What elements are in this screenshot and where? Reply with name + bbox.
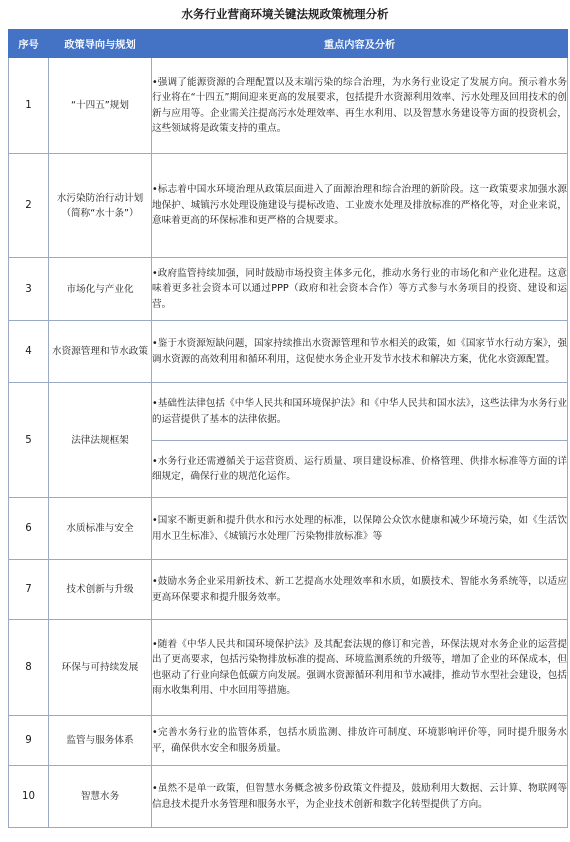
table-row xyxy=(9,154,568,258)
row-number: 3 xyxy=(9,258,49,321)
row-detail: •标志着中国水环境治理从政策层面进入了面源治理和综合治理的新阶段。这一政策要求加强水源地保护、城镇污水处理设施建设与提标改造、工业废水处理及排放标准的严格化等，对企业来说，意味着更高的环保标准和更严格的合规要求。 xyxy=(152,154,568,258)
row-number: 9 xyxy=(9,716,49,766)
table-row xyxy=(9,716,568,766)
row-topic: 法律法规框架 xyxy=(49,383,152,498)
row-topic: 水质标准与安全 xyxy=(49,498,152,560)
row-detail: •虽然不是单一政策，但智慧水务概念被多份政策文件提及，鼓励利用大数据、云计算、物联网等信息技术提升水务管理和服务水平，为企业技术创新和数字化转型提供了方向。 xyxy=(152,766,568,828)
row-topic: 监管与服务体系 xyxy=(49,716,152,766)
table-row xyxy=(9,58,568,154)
row-topic: 环保与可持续发展 xyxy=(49,620,152,716)
page-title: 水务行业营商环境关键法规政策梳理分析 xyxy=(181,7,389,21)
row-detail: •政府监管持续加强，同时鼓励市场投资主体多元化，推动水务行业的市场化和产业化进程。这意味着更多社会资本可以通过PPP（政府和社会资本合作）等方式参与水务项目的投资、建设和运营。 xyxy=(152,258,568,321)
row-detail: •基础性法律包括《中华人民共和国环境保护法》和《中华人民共和国水法》，这些法律为水务行业的运营提供了基本的法律依据。 xyxy=(152,383,568,441)
table-row xyxy=(9,560,568,620)
row-number: 8 xyxy=(9,620,49,716)
policy-table xyxy=(8,29,568,828)
row-topic: “十四五”规划 xyxy=(49,58,152,154)
table-row xyxy=(9,498,568,560)
table-row xyxy=(9,620,568,716)
row-number: 1 xyxy=(9,58,49,154)
row-topic: 技术创新与升级 xyxy=(49,560,152,620)
row-number: 4 xyxy=(9,321,49,383)
table-row xyxy=(9,383,568,441)
table-row xyxy=(9,766,568,828)
row-detail: •国家不断更新和提升供水和污水处理的标准，以保障公众饮水健康和减少环境污染，如《生活饮用水卫生标准》、《城镇污水处理厂污染物排放标准》等 xyxy=(152,498,568,560)
header-topic: 政策导向与规划 xyxy=(49,30,152,58)
row-number: 5 xyxy=(9,383,49,498)
row-topic: 水资源管理和节水政策 xyxy=(49,321,152,383)
table-row xyxy=(9,321,568,383)
table-header-row xyxy=(9,30,568,58)
header-no: 序号 xyxy=(9,30,49,58)
row-number: 10 xyxy=(9,766,49,828)
row-detail: •鼓励水务企业采用新技术、新工艺提高水处理效率和水质，如膜技术、智能水务系统等，以适应更高环保要求和提升服务效率。 xyxy=(152,560,568,620)
row-detail: •鉴于水资源短缺问题，国家持续推出水资源管理和节水相关的政策，如《国家节水行动方案》，强调水资源的高效利用和循环利用，这促使水务企业开发节水技术和解决方案，优化水资源配置。 xyxy=(152,321,568,383)
row-detail: •随着《中华人民共和国环境保护法》及其配套法规的修订和完善，环保法规对水务企业的运营提出了更高要求，包括污染物排放标准的提高、环境监测系统的升级等，增加了企业的环保成本，但也驱动了行业向绿色低碳方向发展。强调水资源循环利用和节水减排，推动节水型社会建设，包括雨水收集利用、中水回用等措施。 xyxy=(152,620,568,716)
row-topic: 水污染防治行动计划（简称“水十条”） xyxy=(49,154,152,258)
row-number: 7 xyxy=(9,560,49,620)
header-details: 重点内容及分析 xyxy=(152,30,568,58)
row-number: 2 xyxy=(9,154,49,258)
table-row xyxy=(9,258,568,321)
row-detail: •完善水务行业的监管体系，包括水质监测、排放许可制度、环境影响评价等，同时提升服务水平，确保供水安全和服务质量。 xyxy=(152,716,568,766)
row-detail: •水务行业还需遵循关于运营资质、运行质量、项目建设标准、价格管理、供排水标准等方面的详细规定，确保行业的规范化运作。 xyxy=(152,441,568,498)
row-detail: •强调了能源资源的合理配置以及末端污染的综合治理，为水务行业设定了发展方向。预示着水务行业将在“十四五”期间迎来更高的发展要求，包括提升水资源利用效率、污水处理及回用技术的创新与应用等。企业需关注提高污水处理效率、再生水利用、以及智慧水务建设等方面的投资机会，这些领域将是政策支持的重点。 xyxy=(152,58,568,154)
row-topic: 智慧水务 xyxy=(49,766,152,828)
row-topic: 市场化与产业化 xyxy=(49,258,152,321)
row-number: 6 xyxy=(9,498,49,560)
